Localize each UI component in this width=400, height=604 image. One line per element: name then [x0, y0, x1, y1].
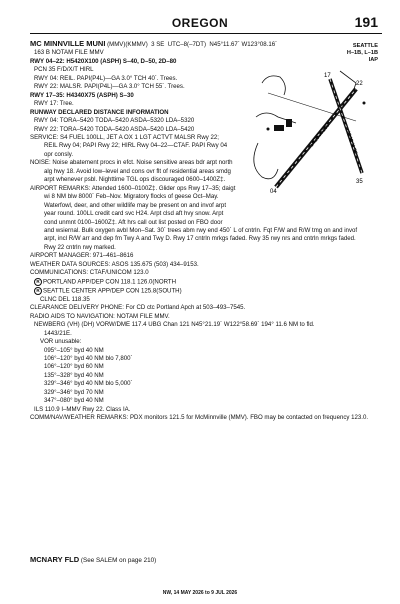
next-airport-name: MCNARY FLD [30, 555, 80, 564]
service-line: SERVICE: S4 FUEL 100LL, JET A OX 1 LGT ACTVT MALSR Rwy 22; [30, 133, 219, 141]
runway-17-info: RWY 17: Tree. [34, 100, 74, 108]
effective-dates-footer: NW, 14 MAY 2026 to 9 JUL 2026 [162, 590, 238, 596]
obstacle-marker [363, 102, 366, 105]
declared-distance-title: RUNWAY DECLARED DISTANCE INFORMATION [30, 108, 169, 116]
state-header: OREGON [171, 16, 229, 30]
sectional-name: SEATTLE [352, 43, 378, 49]
next-airport-reference: (See SALEM on page 210) [80, 557, 157, 564]
comm-nav-remarks: COMM/NAV/WEATHER REMARKS: PDX monitors 121.5 for McMinnville (MMV). FBO may be contacted on frequency 123.0. [30, 414, 369, 422]
newberg-vor: NEWBERG (VH) (DH) VORW/DME 117.4 UBG Chan 121 N45°21.19´ W122°58.69´ 194° 11.6 NM to fld. [34, 321, 315, 329]
remarks-line-7: arpt, incl R/W arr and dep fm Twy A and Twy D. Rwy 17 cntrln mrkgs faded. Rwy 35 rwy nrs and cntrln mrkgs faded. [44, 235, 356, 243]
terminal-building [286, 119, 292, 127]
communications: COMMUNICATIONS: CTAF/UNICOM 123.0 [30, 269, 149, 277]
vor-unusable-7: 347°–080° byd 40 NM [44, 397, 104, 405]
obstacle-marker [267, 128, 270, 131]
runway-end-number: 04 [270, 189, 277, 195]
airport-ident: (MMV)(KMMV) [107, 41, 148, 48]
ils-line: ILS 110.9 I–MMV Rwy 22. Class IA. [34, 405, 131, 413]
service-line-3: opr consly. [44, 150, 74, 158]
runway-end-number: 17 [324, 73, 331, 79]
declared-distance-22: RWY 22: TORA–5420 TODA–5420 ASDA–5420 LDA–5420 [34, 125, 195, 133]
airport-diagram [238, 65, 378, 195]
portland-approach: R PORTLAND APP/DEP CON 118.1 126.0(NORTH [30, 278, 375, 287]
noise-line-1: NOISE: Noise abatement procs in efct. Noise sensitive areas bdr arpt north [30, 159, 233, 167]
airport-utc: UTC–8(–7DT) [167, 41, 207, 48]
next-airport-entry [30, 555, 156, 564]
remarks-line-6: and wsiernal. Bulk oxygen avbl Mon–Sat. 30´ trees abm rwy end 450´ L of cntrln. Fqt F/W and R/W tmg on and invof [44, 226, 358, 234]
clearance-delivery: CLNC DEL 118.35 [40, 295, 90, 303]
airport-name: MC MINNVILLE MUNI [30, 39, 106, 48]
vor-unusable-1: 095°–105° byd 40 NM [44, 346, 104, 354]
taxiway-curve [262, 76, 285, 95]
airport-coords: N45°11.67´ W123°08.16´ [209, 41, 278, 48]
runway-04-info: RWY 04: REIL. PAPI(P4L)—GA 3.0° TCH 40´. Trees. [34, 74, 178, 82]
runway-dimension-label: 5420 X 100 [308, 122, 332, 149]
vor-unusable-5: 329°–346° byd 40 NM blo 5,000´ [44, 380, 133, 388]
weather-sources: WEATHER DATA SOURCES: ASOS 135.675 (503) 434–9153. [30, 260, 199, 268]
airport-elevation-line: 163 B NOTAM FILE MMV [34, 49, 104, 57]
runway-04-22: RWY 04–22: H5420X100 (ASPH) S–40, D–50, 2D–80 [30, 57, 177, 65]
noise-line-3: arpt whenever psbl. Nighttime TGL ops discouraged 0600–1400Z‡. [44, 176, 226, 184]
airport-title-line [30, 40, 375, 49]
chart-list: H–1B, L–1B [346, 50, 378, 56]
runway-17-35-centerline [330, 79, 362, 173]
newberg-vor-cont: 1443/21E. [44, 329, 72, 337]
runway-end-number: 35 [356, 179, 363, 185]
runway-04-22-pcn: PCN 35 F/D/X/T HIRL [34, 66, 94, 74]
iap-indicator: IAP [368, 57, 378, 63]
restricted-r-icon: R [34, 287, 42, 295]
vor-unusable-3: 106°–120° byd 60 NM [44, 363, 104, 371]
remarks-line-5: cond unmnt 0100–1600Z‡. Aft hrs call out list posted on FBO door [44, 218, 223, 226]
restricted-r-icon: R [34, 278, 42, 286]
seattle-center: R SEATTLE CENTER APP/DEP CON 125.8(SOUTH) [30, 287, 375, 296]
hangar-building [274, 125, 284, 131]
service-line-2: REIL Rwy 04; PAPI Rwy 22; HIRL Rwy 04–22—CTAF. PAPI Rwy 04 [44, 142, 228, 150]
vor-unusable-6: 329°–346° byd 70 NM [44, 388, 104, 396]
runway-dimension-label: 4340 X 75 [344, 129, 358, 156]
runway-17-35: RWY 17–35: H4340X75 (ASPH) S–30 [30, 91, 134, 99]
page-number: 191 [354, 14, 378, 30]
airport-manager: AIRPORT MANAGER: 971–461–8616 [30, 252, 134, 260]
remarks-line-2: wi 8 NM blw 8000´ Feb–Nov. Migratory flocks of geese Oct–May. [44, 193, 219, 201]
remarks-line-1: AIRPORT REMARKS: Attended 1600–0100Z‡. Glider ops Rwy 17–35; daigt [30, 184, 236, 192]
runway-22-info: RWY 22: MALSR. PAPI(P4L)—GA 3.0° TCH 55´. Trees. [34, 83, 185, 91]
clearance-phone: CLEARANCE DELIVERY PHONE: For CD ctc Portland Apch at 503–493–7545. [30, 304, 246, 312]
noise-line-2: alg hwy 18. Avoid low–level and cons ovr flt of residential areas smdg [44, 167, 231, 175]
vor-unusable-4: 135°–328° byd 40 NM [44, 371, 104, 379]
airport-location: 3 SE [151, 41, 165, 48]
remarks-line-8: Rwy 22 cntrln rwy marked. [44, 243, 116, 251]
remarks-line-4: year round. 100LL credit card svc H24. Arpt clsd aft hvy snow. Arpt [44, 210, 224, 218]
runway-end-number: 22 [356, 81, 363, 87]
remarks-line-3: Waterfowl, deer, and other wildlife may be present on and invof arpt [44, 201, 227, 209]
header-divider [30, 33, 382, 34]
vor-unusable-label: VOR unusable: [40, 338, 82, 346]
road-loop [254, 143, 278, 179]
vor-unusable-2: 106°–120° byd 40 NM blo 7,800´ [44, 354, 133, 362]
radio-aids: RADIO AIDS TO NAVIGATION: NOTAM FILE MMV. [30, 312, 170, 320]
declared-distance-04: RWY 04: TORA–5420 TODA–5420 ASDA–5320 LDA–5320 [34, 117, 195, 125]
